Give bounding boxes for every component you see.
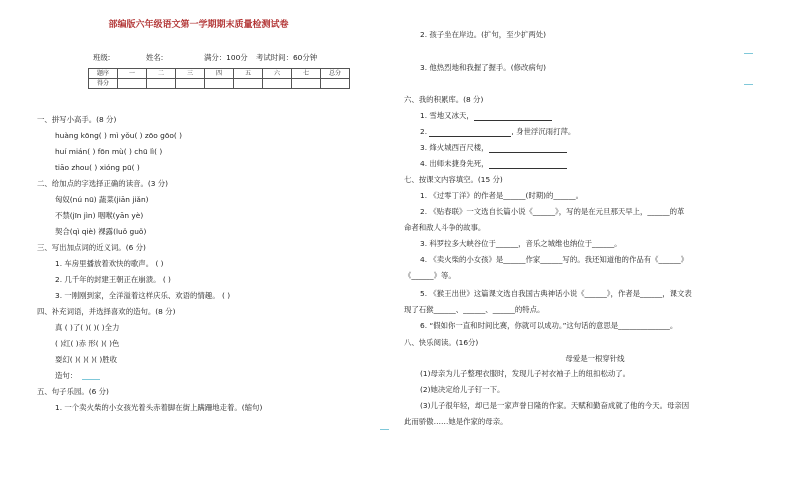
section-heading: 二、给加点的字选择正确的读音。(3 分): [37, 179, 169, 188]
fill-text: 3. 烽火城西百尺楼，: [420, 143, 489, 152]
passage-title: 母爱是一根穿针线: [565, 354, 625, 363]
idiom-row: ( )红( )赤 形( )( )色: [55, 339, 120, 348]
question-item: 2. 几千年的封建王朝正在崩溃。 ( ): [55, 275, 171, 284]
question-item: 3. 一刚刚到家，全洋溢着这样庆乐、欢语的情趣。 ( ): [55, 291, 231, 300]
section-heading: 八、快乐阅读。(16分): [404, 338, 479, 347]
score-header-cell: 七: [292, 69, 321, 79]
pinyin-row: huàng kōng( ) mì yǒu( ) zōo gōo( ): [55, 131, 183, 140]
answer-blank[interactable]: [489, 160, 567, 169]
passage-paragraph: 此而骄傲……她是作家的母亲。: [404, 417, 508, 426]
score-table: [88, 68, 350, 89]
score-header-cell: 题序: [89, 69, 118, 79]
fill-text: 4. 出师未捷身先死，: [420, 159, 489, 168]
decorative-mark: [744, 53, 753, 54]
exam-time-label: 考试时间：60分钟: [256, 53, 318, 62]
question-item: 《______》等。: [404, 271, 456, 280]
question-item: 2. 孩子坐在岸边。(扩句，至少扩两处): [420, 30, 547, 39]
question-item: 1. 一个卖火柴的小女孩光着头赤着脚在街上蹒跚地走着。(缩句): [55, 403, 263, 412]
question-item: 命者和敌人斗争的故事。: [404, 223, 486, 232]
score-table-header-row: [89, 69, 350, 79]
passage-paragraph: (3)儿子很年轻，却已是一家声誉日隆的作家。天赋和勤奋成就了他的今天。母亲因: [420, 401, 690, 410]
answer-blank[interactable]: [489, 144, 567, 153]
idiom-row: 真 ( )了( )( )( )全力: [55, 323, 120, 332]
answer-blank[interactable]: [429, 128, 511, 137]
fill-item: [420, 143, 567, 153]
score-cell[interactable]: [321, 79, 350, 89]
sentence-prompt: 造句：: [55, 371, 78, 380]
name-label: 姓名:: [146, 53, 164, 62]
score-header-cell: 三: [176, 69, 205, 79]
score-header-cell: 四: [205, 69, 234, 79]
reading-row: 匈奴(nú nū) 蔬菜(jiān jiǎn): [55, 195, 149, 204]
pinyin-row: huí mián( ) fōn mù( ) chū lì( ): [55, 147, 163, 156]
passage-paragraph: (1)母亲为儿子整理衣服时，发现儿子衬衣袖子上的纽扣松动了。: [420, 369, 631, 378]
score-cell[interactable]: [263, 79, 292, 89]
section-heading: 六、我的积累库。(8 分): [404, 95, 484, 104]
pinyin-row: tiāo zhou( ) xióng pū( ): [55, 163, 140, 172]
sentence-answer-line[interactable]: [82, 379, 100, 380]
fill-item: [420, 127, 575, 137]
section-heading: 五、句子乐园。(6 分): [37, 387, 109, 396]
class-label: 班级:: [93, 53, 111, 62]
fill-text: 1. 雪地又冰天，: [420, 111, 474, 120]
section-heading: 三、写出加点词的近义词。(6 分): [37, 243, 146, 252]
question-item: 3. 他热烈地和我握了握手。(修改病句): [420, 63, 547, 72]
question-item: 5. 《猴王出世》这篇课文选自我国古典神话小说《______》，作者是______，课文表: [420, 289, 692, 298]
reading-row: 契合(qì qiè) 裸露(luǒ guǒ): [55, 227, 147, 236]
question-item: 4. 《卖火柴的小女孩》是______作家______写的。我还知道他的作品有《______》: [420, 255, 689, 264]
question-item: 6. “假如你一直和时间比赛，你就可以成功。”这句话的意思是______________。: [420, 321, 678, 330]
passage-paragraph: (2)她决定给儿子钉一下。: [420, 385, 505, 394]
score-cell[interactable]: [234, 79, 263, 89]
question-item: 2. 《贴春联》一文选自长篇小说《______》，写的是在元旦那天早上，______的革: [420, 207, 685, 216]
section-heading: 七、按课文内容填空。(15 分): [404, 175, 503, 184]
score-header-cell: 一: [118, 69, 147, 79]
score-cell[interactable]: [176, 79, 205, 89]
full-score-label: 满分：100分: [204, 53, 248, 62]
score-header-cell: 六: [263, 69, 292, 79]
page-title: 部编版六年级语文第一学期期末质量检测试卷: [108, 20, 289, 30]
reading-row: 不禁(jīn jìn) 咽喉(yān yè): [55, 211, 144, 220]
score-header-cell: 二: [147, 69, 176, 79]
fill-text: , 身世浮沉雨打萍。: [511, 127, 576, 136]
score-header-cell: 总分: [321, 69, 350, 79]
question-item: 现了石猴______、______、______的特点。: [404, 305, 545, 314]
question-item: 3. 科罗拉多大峡谷位于______，音乐之城维也纳位于______。: [420, 239, 622, 248]
decorative-mark: [744, 84, 753, 85]
score-cell[interactable]: [205, 79, 234, 89]
question-item: 1. 《过零丁洋》的作者是______(时期)的______。: [420, 191, 583, 200]
score-cell[interactable]: [147, 79, 176, 89]
decorative-mark: [380, 429, 389, 430]
score-table-score-row: [89, 79, 350, 89]
fill-text: 2.: [420, 127, 428, 136]
answer-blank[interactable]: [474, 112, 552, 121]
question-item: 1. 车房里播放着欢快的歌声。 ( ): [55, 259, 164, 268]
section-heading: 四、补充词语，并选择喜欢的造句。(8 分): [37, 307, 176, 316]
fill-item: [420, 111, 552, 121]
score-header-cell: 五: [234, 69, 263, 79]
idiom-row: 耍幻( )( )( )( )胜收: [55, 355, 118, 364]
section-heading: 一、拼写小高手。(8 分): [37, 115, 117, 124]
score-cell[interactable]: [118, 79, 147, 89]
score-cell[interactable]: [292, 79, 321, 89]
fill-item: [420, 159, 567, 169]
score-row-label: 得分: [89, 79, 118, 89]
